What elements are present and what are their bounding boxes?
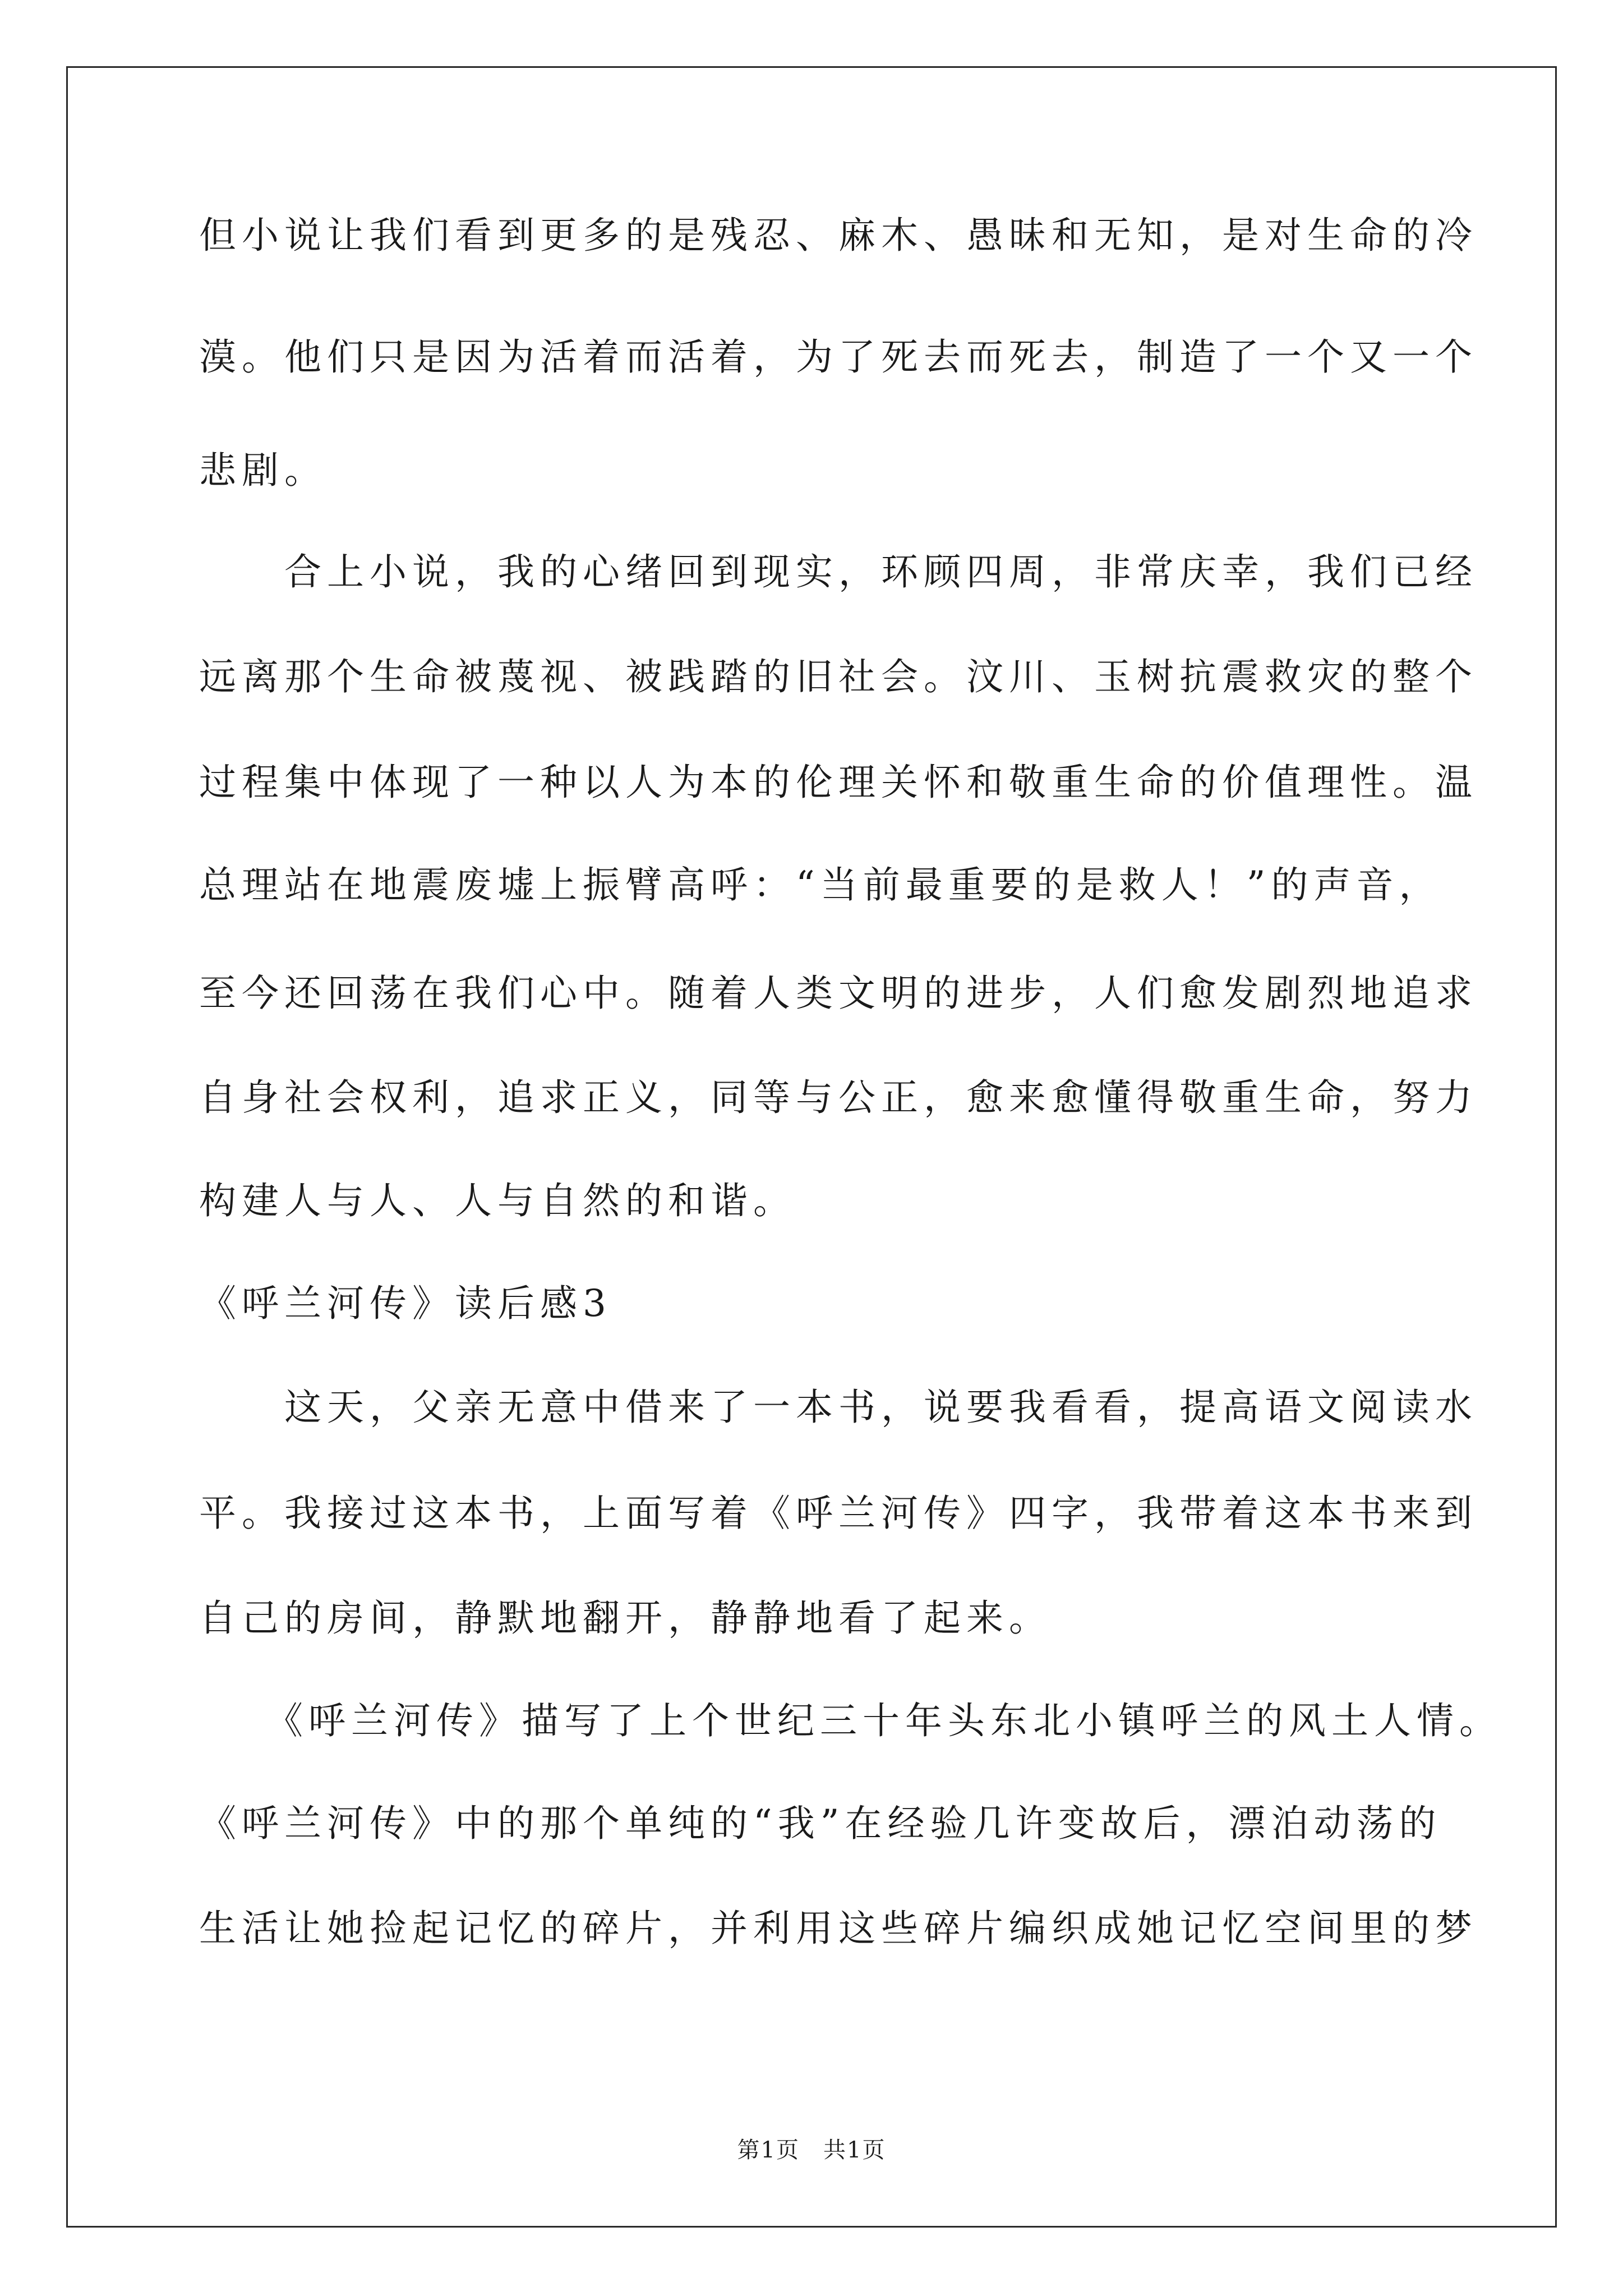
body-line-13: 平。我接过这本书，上面写着《呼兰河传》四字，我带着这本书来到 [199,1492,1478,1535]
body-line-16: 《呼兰河传》中的那个单纯的“我”在经验几许变故后，漂泊动荡的 [199,1802,1442,1845]
body-line-3: 悲剧。 [199,449,327,492]
body-line-12: 这天，父亲无意中借来了一本书，说要我看看，提高语文阅读水 [199,1386,1478,1429]
body-line-7: 总理站在地震废墟上振臂高呼：“当前最重要的是救人！”的声音， [199,863,1442,907]
body-line-6: 过程集中体现了一种以人为本的伦理关怀和敬重生命的价值理性。温 [199,761,1478,804]
page-footer: 第1页 共1页 [737,2137,886,2163]
body-line-8: 至今还回荡在我们心中。随着人类文明的进步，人们愈发剧烈地追求 [199,972,1478,1015]
body-line-2: 漠。他们只是因为活着而活着，为了死去而死去，制造了一个又一个 [199,335,1478,379]
page-border [66,66,1557,2228]
section-heading: 《呼兰河传》读后感3 [199,1282,612,1325]
body-line-15: 《呼兰河传》描写了上个世纪三十年头东北小镇呼兰的风土人情。 [199,1699,1502,1742]
body-line-10: 构建人与人、人与自然的和谐。 [199,1179,796,1222]
body-line-5: 远离那个生命被蔑视、被践踏的旧社会。汶川、玉树抗震救灾的整个 [199,655,1478,698]
body-line-14: 自己的房间，静默地翻开，静静地看了起来。 [199,1596,1052,1640]
body-line-9: 自身社会权利，追求正义，同等与公正，愈来愈懂得敬重生命，努力 [199,1076,1478,1119]
body-line-17: 生活让她捡起记忆的碎片，并利用这些碎片编织成她记忆空间里的梦 [199,1907,1478,1950]
body-line-4: 合上小说，我的心绪回到现实，环顾四周，非常庆幸，我们已经 [199,550,1478,593]
body-line-1: 但小说让我们看到更多的是残忍、麻木、愚昧和无知，是对生命的冷 [199,214,1478,257]
